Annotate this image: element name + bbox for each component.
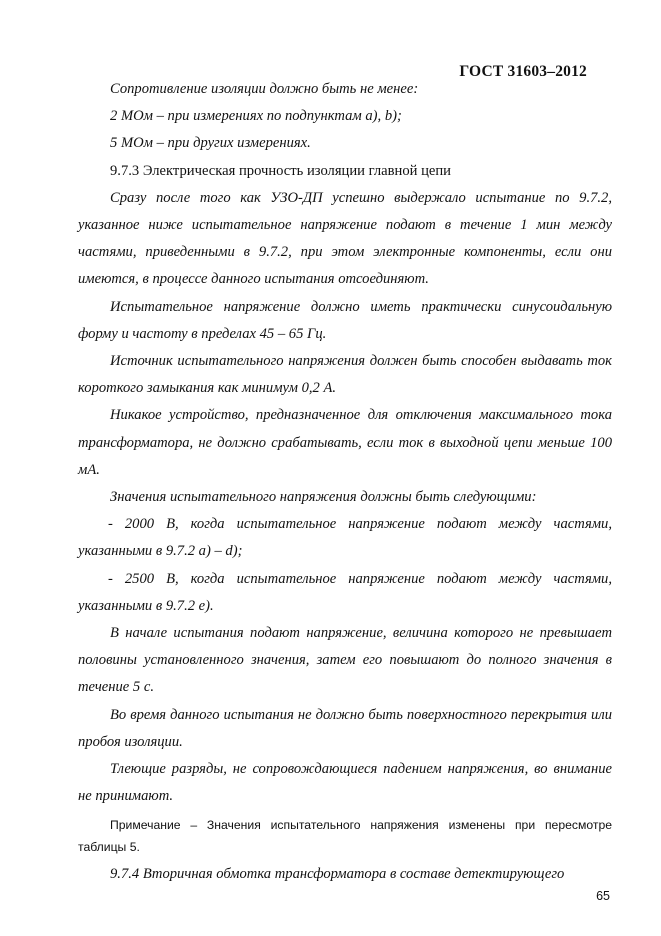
paragraph-test-voltage-applied: Сразу после того как УЗО-ДП успешно выдержало испытание по 9.7.2, указанное ниже испытательное напряжение подают в течение 1 мин между частями, приведенными в 9.7.2, при этом электронные компоненты, если они имеются, в процессе данного испытания отсоединяют. [78, 189, 612, 288]
paragraph-overcurrent-device: Никакое устройство, предназначенное для отключения максимального тока трансформатора, не должно срабатывать, если ток в выходной цепи меньше 100 мА. [78, 407, 612, 478]
paragraph-voltage-values-intro: Значения испытательного напряжения должны быть следующими: [110, 489, 537, 506]
note-table-5: Примечание – Значения испытательного напряжения изменены при пересмотре таблицы 5. [78, 818, 612, 855]
paragraph-2-mohm: 2 МОм – при измерениях по подпунктам а), b); [110, 108, 402, 125]
paragraph-test-start: В начале испытания подают напряжение, величина которого не превышает половины установленного значения, затем его повышают до полного значения в течение 5 с. [78, 625, 612, 696]
document-header-standard: ГОСТ 31603–2012 [459, 63, 587, 80]
paragraph-sinusoidal-form: Испытательное напряжение должно иметь практически синусоидальную форму и частоту в пределах 45 – 65 Гц. [78, 298, 612, 342]
section-heading-9-7-4: 9.7.4 Вторичная обмотка трансформатора в составе детектирующего [110, 866, 565, 883]
page-number: 65 [596, 889, 610, 903]
list-item-2500v: - 2500 В, когда испытательное напряжение подают между частями, указанными в 9.7.2 e). [78, 570, 612, 614]
section-heading-9-7-3: 9.7.3 Электрическая прочность изоляции главной цепи [110, 162, 451, 179]
paragraph-no-flashover: Во время данного испытания не должно быть поверхностного перекрытия или пробоя изоляции. [78, 706, 612, 750]
paragraph-glow-discharges: Тлеющие разряды, не сопровождающиеся падением напряжения, во внимание не принимают. [78, 761, 612, 805]
document-body [78, 76, 612, 889]
list-item-2000v: - 2000 В, когда испытательное напряжение подают между частями, указанными в 9.7.2 a) – d); [78, 516, 612, 560]
paragraph-insulation-resistance: Сопротивление изоляции должно быть не менее: [110, 81, 419, 97]
paragraph-short-circuit-current: Источник испытательного напряжения должен быть способен выдавать ток короткого замыкания как минимум 0,2 А. [78, 353, 612, 397]
paragraph-5-mohm: 5 МОм – при других измерениях. [110, 135, 311, 152]
